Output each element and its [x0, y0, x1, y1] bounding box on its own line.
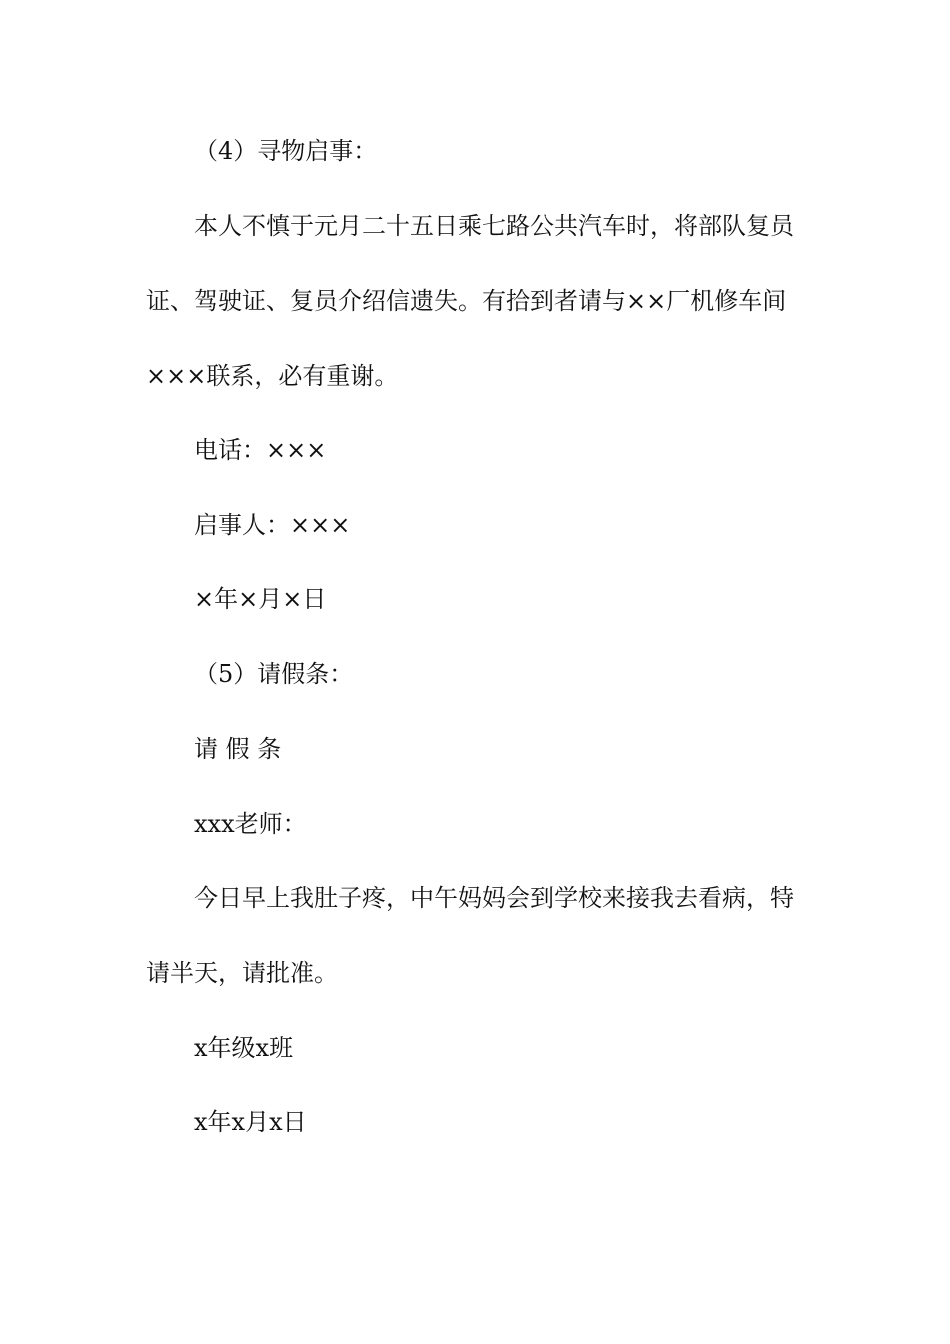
- notice-announcer: 启事人：×××: [194, 511, 351, 539]
- notice-date: ×年×月×日: [194, 585, 327, 613]
- notice-phone: 电话：×××: [194, 436, 327, 464]
- section-5-heading: （5）请假条：: [194, 660, 354, 688]
- notice-body-line-2: 证、驾驶证、复员介绍信遗失。有拾到者请与××厂机修车间: [146, 287, 787, 315]
- leave-note-class: x年级x班: [194, 1034, 294, 1062]
- leave-note-title: 请 假 条: [194, 735, 282, 763]
- leave-note-body-line-1: 今日早上我肚子疼，中午妈妈会到学校来接我去看病，特: [194, 884, 794, 912]
- notice-body-line-1: 本人不慎于元月二十五日乘七路公共汽车时，将部队复员: [194, 212, 794, 240]
- leave-note-body-line-2: 请半天，请批准。: [146, 959, 338, 987]
- leave-note-salutation: xxx老师：: [194, 810, 307, 838]
- notice-body-line-3: ×××联系，必有重谢。: [146, 362, 399, 390]
- leave-note-date: x年x月x日: [194, 1108, 307, 1136]
- section-4-heading: （4）寻物启事：: [194, 137, 378, 165]
